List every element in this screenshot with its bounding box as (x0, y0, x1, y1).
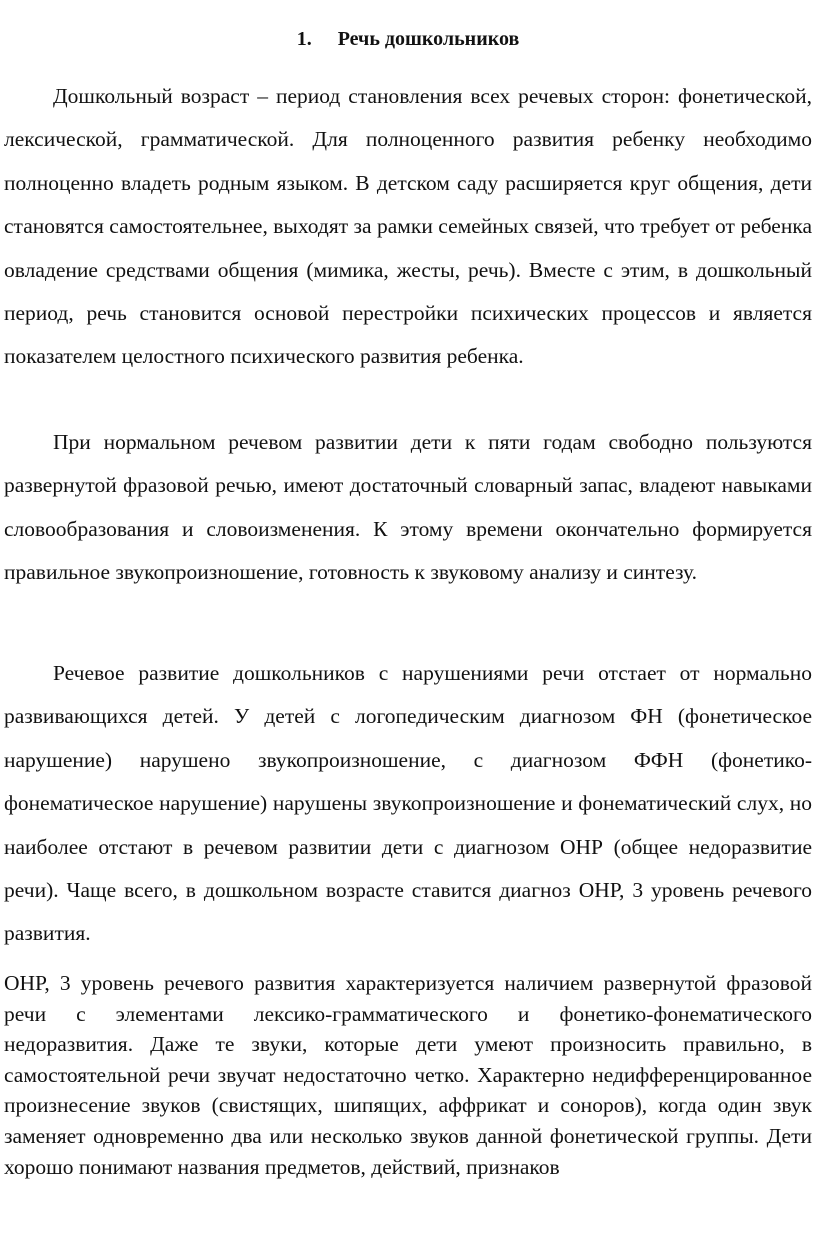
paragraph-speech-disorders (4, 652, 812, 956)
paragraph-text: Речевое развитие дошкольников с нарушениями речи отстает от нормально развивающихся детей. У детей с логопедическим диагнозом ФН (фонетическое нарушение) нарушено звукопроизношение, с диагнозом ФФН (фонетико-фонематическое нарушение) нарушены звукопроизношение и фонематический слух, но наиболее отстают в речевом развитии дети с диагнозом ОНР (общее недоразвитие речи). Чаще всего, в дошкольном возрасте ставится диагноз ОНР, 3 уровень речевого развития. (4, 661, 812, 946)
paragraph-text: Дошкольный возраст – период становления всех речевых сторон: фонетической, лексической, грамматической. Для полноценного развития ребенку необходимо полноценно владеть родным языком. В детском саду расширяется круг общения, дети становятся самостоятельнее, выходят за рамки семейных связей, что требует от ребенка овладение средствами общения (мимика, жесты, речь). Вместе с этим, в дошкольный период, речь становится основой перестройки психических процессов и является показателем целостного психического развития ребенка. (4, 84, 812, 369)
section-heading (0, 26, 816, 52)
paragraph-preschool-age (4, 75, 812, 379)
paragraph-normal-development (4, 421, 812, 595)
heading-number: 1. (296, 28, 312, 50)
paragraph-onr-level-3 (4, 968, 812, 1182)
heading-title: Речь дошкольников (337, 28, 520, 50)
paragraph-text: ОНР, 3 уровень речевого развития характеризуется наличием развернутой фразовой речи с элементами лексико-грамматического и фонетико-фонематического недоразвития. Даже те звуки, которые дети умеют произносить правильно, в самостоятельной речи звучат недостаточно четко. Характерно недифференцированное произнесение звуков (свистящих, шипящих, аффрикат и соноров), когда один звук заменяет одновременно два или несколько звуков данной фонетической группы. Дети хорошо понимают названия предметов, действий, признаков (4, 971, 812, 1179)
paragraph-text: При нормальном речевом развитии дети к пяти годам свободно пользуются развернутой фразовой речью, имеют достаточный словарный запас, владеют навыками словообразования и словоизменения. К этому времени окончательно формируется правильное звукопроизношение, готовность к звуковому анализу и синтезу. (4, 430, 812, 585)
